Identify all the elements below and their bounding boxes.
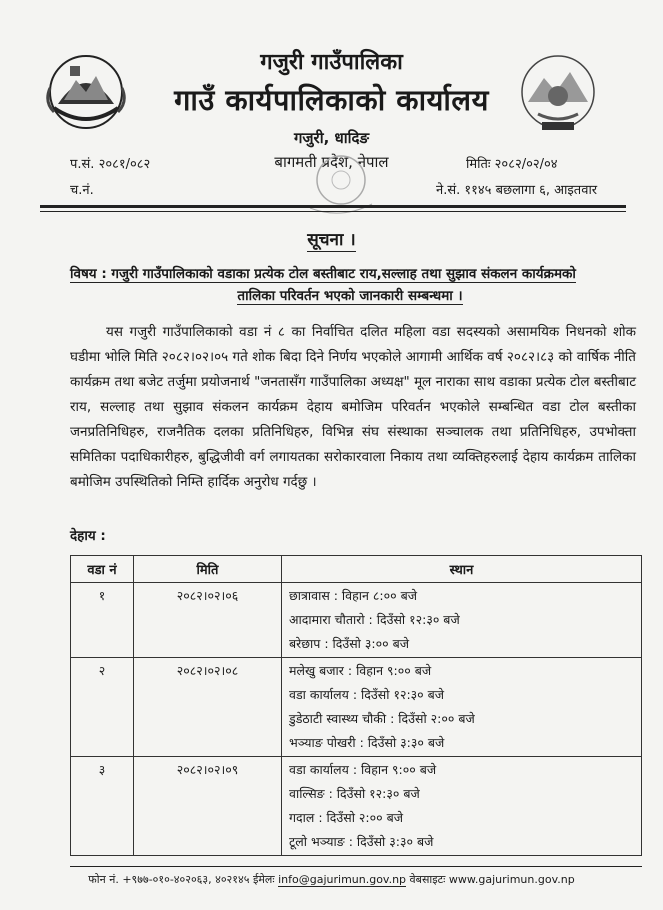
place-item: डुडेठाटी स्वास्थ्य चौकी : दिउँसो २:०० बजे — [289, 711, 475, 726]
place-cell — [282, 658, 642, 757]
office-stamp-icon — [296, 150, 386, 220]
ward-cell: १ — [71, 583, 134, 658]
place-item: मलेखु बजार : विहान ९:०० बजे — [289, 663, 432, 678]
place-cell — [282, 583, 642, 658]
schedule-label: देहाय : — [70, 528, 106, 544]
header-divider-thin — [40, 211, 626, 212]
place-item: आदामारा चौतारो : दिउँसो १२:३० बजे — [289, 612, 460, 627]
col-header-date: मिति — [134, 556, 282, 583]
place-item: टूलो भञ्याङ : दिउँसो ३:३० बजे — [289, 834, 434, 849]
place-item: छात्रावास : विहान ८:०० बजे — [289, 588, 418, 603]
footer-phone: फोन नं. +९७७-०१०-४०२०६३, ४०२१४५ — [88, 873, 250, 886]
footer-website-label: वेबसाइटः — [409, 873, 446, 886]
place-cell — [282, 757, 642, 856]
footer-email-label: ईमेलः — [252, 873, 275, 886]
col-header-ward: वडा नं — [71, 556, 134, 583]
date-cell: २०८२।०२।०६ — [134, 583, 282, 658]
province: बागमती प्रदेश, नेपाल — [274, 153, 389, 171]
ward-cell: ३ — [71, 757, 134, 856]
table-row — [71, 583, 642, 658]
notice-body: यस गजुरी गाउँपालिकाको वडा नं ८ का निर्वाचित दलित महिला वडा सदस्यको असामयिक निधनको शोक घडीमा भोलि मिति २०८२।०२।०५ गते शोक बिदा दिने निर्णय भएकोले आगामी आर्थिक वर्ष २०८२।८३ को वार्षिक नीति कार्यक्रम तथा बजेट तर्जुमा प्रयोजनार्थ "जनतासँग गाउँपालिका अध्यक्ष" मूल नाराका साथ वडाका प्रत्येक टोल बस्तीबाट राय, सल्लाह तथा सुझाव संकलन कार्यक्रम देहाय बमोजिम परिवर्तन भएकोले सम्बन्धित वडा टोल बस्तीका जनप्रतिनिधिहरु, राजनैतिक दलका प्रतिनिधिहरु, विभिन्न संघ संस्थाका सञ्चालक तथा प्रतिनिधिहरु, उपभोक्ता समितिका पदाधिकारीहरु, बुद्धिजीवी वर्ग लगायतका सरोकारवाला निकाय तथा व्यक्तिहरुलाई देहाय कार्यक्रम तालिका बमोजिम उपस्थितिको निम्ति हार्दिक अनुरोध गर्दछु । — [70, 324, 636, 490]
nepal-samvat-date: ने.सं. ११४५ बछलागा ६, आइतवार — [436, 183, 598, 198]
place-item: वडा कार्यालय : विहान ९:०० बजे — [289, 762, 437, 777]
place-item: गदाल : दिउँसो २:०० बजे — [289, 810, 404, 825]
footer-contact — [0, 872, 663, 887]
footer-website-link[interactable]: www.gajurimun.gov.np — [448, 873, 575, 886]
dispatch-number: च.नं. — [70, 183, 94, 198]
footer-divider — [70, 866, 642, 867]
place-item: बरेछाप : दिउँसो ३:०० बजे — [289, 636, 409, 651]
table-row — [71, 757, 642, 856]
letter-date: मितिः २०८२/०२/०४ — [466, 157, 558, 172]
schedule-table — [70, 555, 642, 856]
place-item: वडा कार्यालय : दिउँसो १२:३० बजे — [289, 687, 445, 702]
footer-email-link[interactable]: info@gajurimun.gov.np — [278, 873, 407, 886]
reference-number: प.सं. २०८१/०८२ — [70, 157, 151, 172]
date-cell: २०८२।०२।०९ — [134, 757, 282, 856]
place-item: वाल्सिङ : दिउँसो १२:३० बजे — [289, 786, 420, 801]
ward-cell: २ — [71, 658, 134, 757]
date-cell: २०८२।०२।०८ — [134, 658, 282, 757]
notice-title: सूचना । — [307, 230, 356, 250]
municipality-name: गजुरी गाउँपालिका — [260, 50, 403, 75]
header-divider-thick — [40, 205, 626, 208]
place-item: भञ्याङ पोखरी : दिउँसो ३:३० बजे — [289, 735, 445, 750]
address: गजुरी, धादिङ — [293, 129, 370, 147]
subject: विषय : गजुरी गाउँपालिकाको वडाका प्रत्येक टोल बस्तीबाट राय,सल्लाह तथा सुझाव संकलन कार्यक्रमको तालिका परिवर्तन भएको जानकारी सम्बन्धमा । — [70, 266, 576, 304]
col-header-place: स्थान — [282, 556, 642, 583]
office-name: गाउँ कार्यपालिकाको कार्यालय — [174, 83, 489, 117]
table-row — [71, 658, 642, 757]
